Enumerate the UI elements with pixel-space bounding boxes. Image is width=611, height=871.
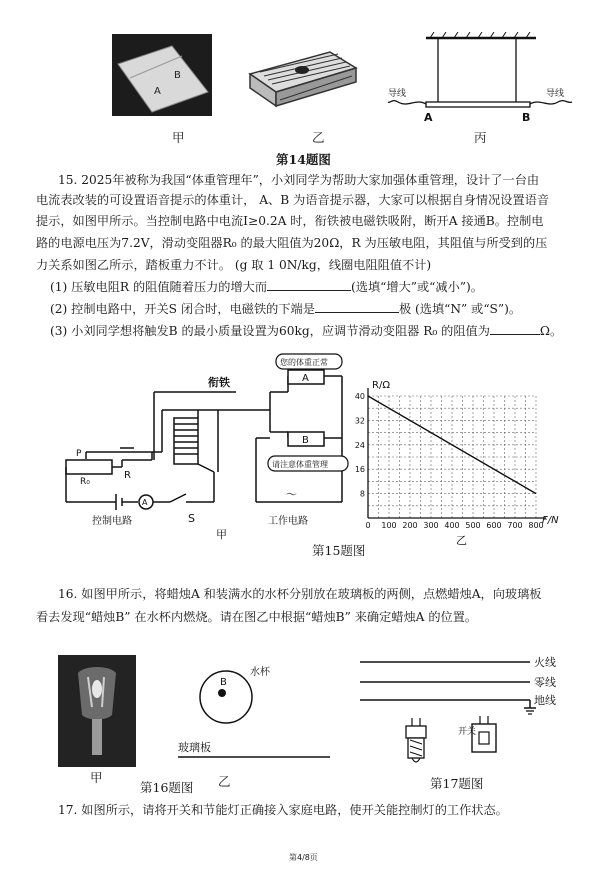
q15-meter-label: A (142, 498, 148, 507)
chart-x-tick-label: 800 (528, 521, 544, 530)
q15-sub-2 (50, 301, 521, 317)
q14-point-b: B (174, 70, 181, 81)
q16-photo-jia (58, 655, 136, 767)
chart-x-tick-label: 600 (486, 521, 502, 530)
q15-caption: 第15题图 (312, 543, 366, 558)
q15-label-r0: R₀ (80, 477, 90, 487)
chart-panel-label: 乙 (456, 534, 467, 546)
q16-caption: 第16题图 (140, 780, 194, 795)
q14-figure-bing (386, 32, 576, 124)
chart-x-tick-label: 500 (465, 521, 481, 530)
chart-x-tick-label: 300 (423, 521, 439, 530)
chart-x-tick-label: 400 (444, 521, 460, 530)
q15-label-p: P (76, 449, 82, 459)
chart-y-tick-label: 24 (354, 440, 365, 450)
chart-x-tick-label: 700 (507, 521, 523, 530)
q15-sub-2-hint: 极 (选填“N” 或“S”)。 (398, 302, 522, 316)
q15-line-2: 电流表改装的可设置语音提示的体重计， A、B 为语音提示器，大家可以根据自身情况设置语音 (36, 193, 550, 207)
q15-label-r: R (124, 470, 131, 481)
q15-sub-3-hint: Ω。 (539, 324, 563, 338)
q14-rod-b: B (522, 111, 531, 124)
q17-ground-wire-label: 地线 (534, 694, 556, 707)
chart-x-axis-label: F/N (542, 515, 559, 526)
chart-y-tick-label: 8 (359, 489, 365, 499)
q17-energy-saving-lamp[interactable] (406, 718, 426, 762)
q16-b-label: B (220, 677, 227, 688)
q15-label-b: B (302, 435, 309, 446)
q14-wire-left: 导线 (388, 89, 407, 99)
q15-ac-symbol: ～ (286, 488, 297, 501)
q15-answer-3-blank[interactable] (490, 323, 540, 335)
q15-line-4: 路的电源电压为7.2V，滑动变阻器R₀ 的最大阻值为20Ω，R 为压敏电阻，其阻值与所受到的压 (36, 236, 548, 250)
chart-y-tick-label: 40 (354, 392, 365, 401)
q15-sub-1-hint: (选填“增大”或“减小”)。 (351, 280, 483, 294)
q15-jia-label: 甲 (216, 528, 227, 540)
chart-axes (368, 388, 546, 518)
q16-line-1: 16. 如图甲所示，将蜡烛A 和装满水的水杯分别放在玻璃板的两侧，点燃蜡烛A，向玻璃板 (58, 587, 542, 601)
q17-neutral-wire-label: 零线 (534, 676, 556, 689)
q14-label-yi: 乙 (312, 130, 325, 145)
chart-ticks (355, 392, 544, 530)
q15-line-5: 力关系如图乙所示，踏板重力不计。 (g 取 1 0N/kg，线圈电阻阻值不计) (36, 258, 432, 272)
q17-caption: 第17题图 (430, 776, 484, 791)
q15-chart (352, 378, 562, 546)
q14-wire-right: 导线 (546, 89, 565, 99)
q15-work-label: 工作电路 (268, 516, 308, 527)
q16-glass-label: 玻璃板 (178, 741, 211, 754)
q15-circuit-diagram (58, 352, 370, 540)
q16-line-2: 看去发现“蜡烛B” 在水杯内燃烧。请在图乙中根据“蜡烛B” 来确定蜡烛A 的位置。 (36, 610, 478, 624)
q16-diagram-yi (178, 655, 338, 767)
q14-label-jia: 甲 (172, 130, 185, 145)
q14-figure-jia (112, 34, 212, 116)
q15-voice-a-text: 您的体重正常 (280, 358, 328, 367)
chart-y-tick-label: 16 (354, 465, 365, 475)
q15-label-a: A (302, 373, 309, 384)
chart-x-tick-label: 100 (381, 521, 397, 530)
q15-line-1: 15. 2025年被称为我国“体重管理年”，小刘同学为帮助大家加强体重管理，设计了一台由 (58, 173, 540, 187)
q15-sub-3-text: (3) 小刘同学想将触发B 的最小质量设置为60kg，应调节滑动变阻器 R₀ 的阻值为 (50, 324, 490, 338)
q17-switch-label: 开关 (458, 727, 477, 737)
chart-grid (368, 396, 536, 518)
q15-sub-1 (50, 279, 483, 295)
page-number: 第4/8页 (289, 853, 318, 862)
q14-point-a: A (154, 86, 161, 97)
q14-label-bing: 丙 (474, 130, 487, 145)
chart-y-tick-label: 32 (354, 416, 365, 426)
chart-x-tick-label: 0 (365, 521, 371, 530)
q15-line-3: 提示，如图甲所示。当控制电路中电流I≥0.2A 时，衔铁被电磁铁吸附，断开A 接通B。控制电 (36, 214, 544, 228)
q17-live-wire-label: 火线 (534, 656, 556, 669)
q15-sub-2-text: (2) 控制电路中，开关S 闭合时，电磁铁的下端是 (50, 302, 315, 316)
q16-label-jia: 甲 (90, 770, 103, 785)
q15-answer-2-blank[interactable] (315, 301, 399, 313)
q15-voice-b-text: 请注意体重管理 (272, 460, 328, 469)
q17-question: 17. 如图所示，请将开关和节能灯正确接入家庭电路，使开关能控制灯的工作状态。 (58, 803, 508, 817)
q16-cup-label: 水杯 (250, 667, 270, 678)
q14-caption: 第14题图 (276, 152, 331, 167)
q16-label-yi: 乙 (218, 774, 231, 789)
q15-sub-1-text: (1) 压敏电阻R 的阻值随着压力的增大而 (50, 280, 268, 294)
q14-rod-a: A (424, 111, 433, 124)
q15-sub-3 (50, 323, 562, 339)
q14-figure-yi (240, 34, 360, 116)
q15-answer-1-blank[interactable] (267, 279, 351, 291)
chart-x-tick-label: 200 (402, 521, 418, 530)
q17-circuit (360, 654, 572, 772)
q15-switch-label: S (188, 512, 195, 525)
chart-y-axis-label: R/Ω (372, 380, 390, 391)
q15-armature-label: 衔铁 (208, 376, 230, 389)
q15-control-label: 控制电路 (92, 516, 132, 527)
